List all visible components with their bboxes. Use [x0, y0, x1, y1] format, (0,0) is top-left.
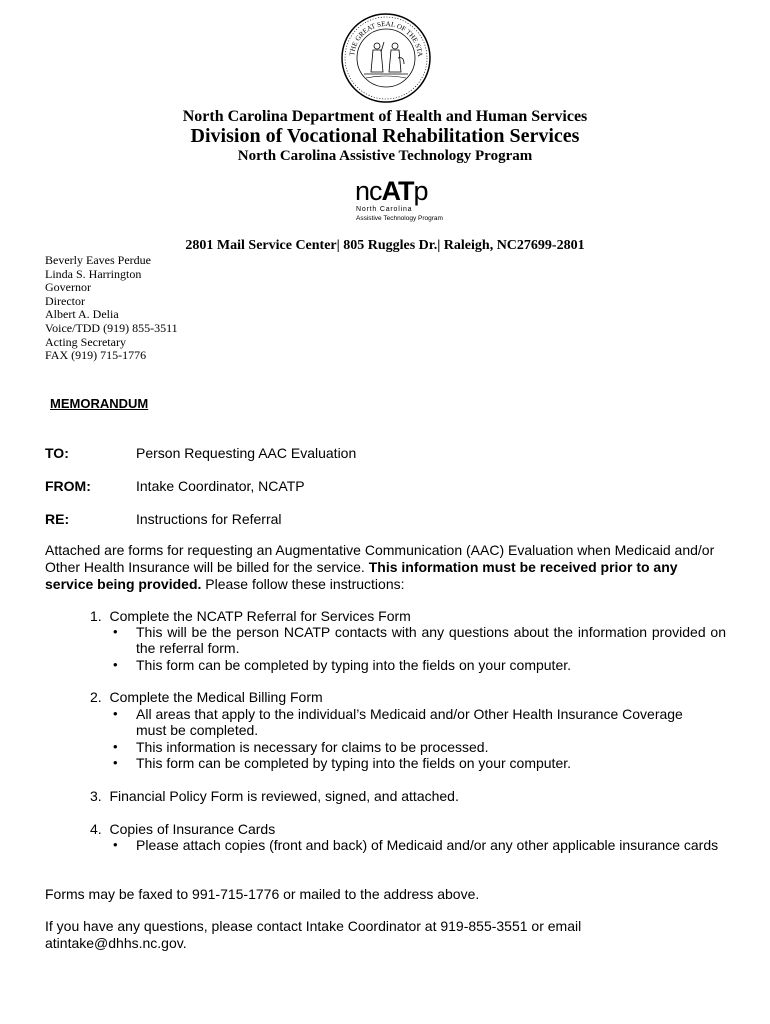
to-label: TO:: [45, 445, 69, 461]
step-3: [90, 788, 459, 804]
bullet-icon: •: [113, 755, 118, 770]
to-value: Person Requesting AAC Evaluation: [136, 445, 357, 461]
intro-paragraph: Attached are forms for requesting an Augmentative Communication (AAC) Evaluation when Medicaid and/or Other Health Insurance will be billed for the service. This information must be received prior to any service being provided. Please follow these instructions:: [45, 542, 715, 592]
state-seal-icon: [340, 12, 432, 104]
step-1: [90, 608, 411, 624]
step-text: Financial Policy Form is reviewed, signed, and attached.: [109, 788, 459, 804]
bullet-text: This form can be completed by typing into the fields on your computer.: [136, 657, 572, 673]
contact-line: Albert A. Delia: [45, 307, 119, 322]
bullet-icon: •: [113, 739, 118, 754]
ncatp-logo: [355, 176, 455, 228]
contact-instructions: If you have any questions, please contact Intake Coordinator at 919-855-3551 or email atintake@dhhs.nc.gov.: [45, 918, 582, 951]
svg-text:THE GREAT SEAL OF THE STATE OF: THE GREAT SEAL OF THE STA: [348, 19, 424, 57]
contact-block: [45, 254, 178, 363]
contact-line: Governor: [45, 280, 91, 295]
contact-line: Linda S. Harrington: [45, 266, 142, 281]
re-value: Instructions for Referral: [136, 511, 282, 527]
contact-line: Acting Secretary: [45, 334, 126, 349]
contact-line: Director: [45, 293, 85, 308]
from-label: FROM:: [45, 478, 91, 494]
contact-line: FAX (919) 715-1776: [45, 348, 147, 363]
contact-line: Beverly Eaves Perdue: [45, 253, 151, 267]
step-2: [90, 689, 323, 705]
bullet-text: Please attach copies (front and back) of Medicaid and/or any other applicable insurance cards: [136, 837, 719, 853]
logo-line-2: Assistive Technology Program: [356, 215, 443, 222]
step-number: 3.: [90, 788, 102, 804]
step-text: Complete the Medical Billing Form: [109, 689, 323, 705]
logo-wordmark: ncATp: [355, 176, 428, 206]
step-4: [90, 821, 275, 837]
fax-instructions: Forms may be faxed to 991-715-1776 or mailed to the address above.: [45, 886, 480, 902]
bullet-text: This will be the person NCATP contacts with any questions about the information provided on the referral form.: [136, 624, 726, 657]
bullet-icon: •: [113, 706, 118, 721]
bullet-text: All areas that apply to the individual’s Medicaid and/or Other Health Insurance Coverage must be completed.: [136, 706, 683, 739]
step-number: 1.: [90, 608, 102, 624]
contact-line: Voice/TDD (919) 855-3511: [45, 320, 178, 335]
memo-title: MEMORANDUM: [50, 396, 149, 411]
step-number: 4.: [90, 821, 102, 837]
bullet-icon: •: [113, 624, 118, 639]
re-label: RE:: [45, 511, 70, 527]
program-heading: North Carolina Assistive Technology Program: [237, 148, 533, 164]
bullet-text: This form can be completed by typing into the fields on your computer.: [136, 755, 572, 771]
step-text: Copies of Insurance Cards: [109, 821, 276, 837]
department-heading: North Carolina Department of Health and Human Services: [182, 108, 588, 125]
logo-line-1: North Carolina: [356, 206, 413, 213]
mailing-address: 2801 Mail Service Center| 805 Ruggles Dr.| Raleigh, NC27699-2801: [185, 238, 585, 253]
division-heading: Division of Vocational Rehabilitation Services: [190, 125, 580, 147]
bullet-icon: •: [113, 657, 118, 672]
step-number: 2.: [90, 689, 102, 705]
from-value: Intake Coordinator, NCATP: [136, 478, 305, 494]
bullet-text: This information is necessary for claims to be processed.: [136, 739, 489, 755]
bullet-icon: •: [113, 837, 118, 852]
step-text: Complete the NCATP Referral for Services Form: [109, 608, 411, 624]
